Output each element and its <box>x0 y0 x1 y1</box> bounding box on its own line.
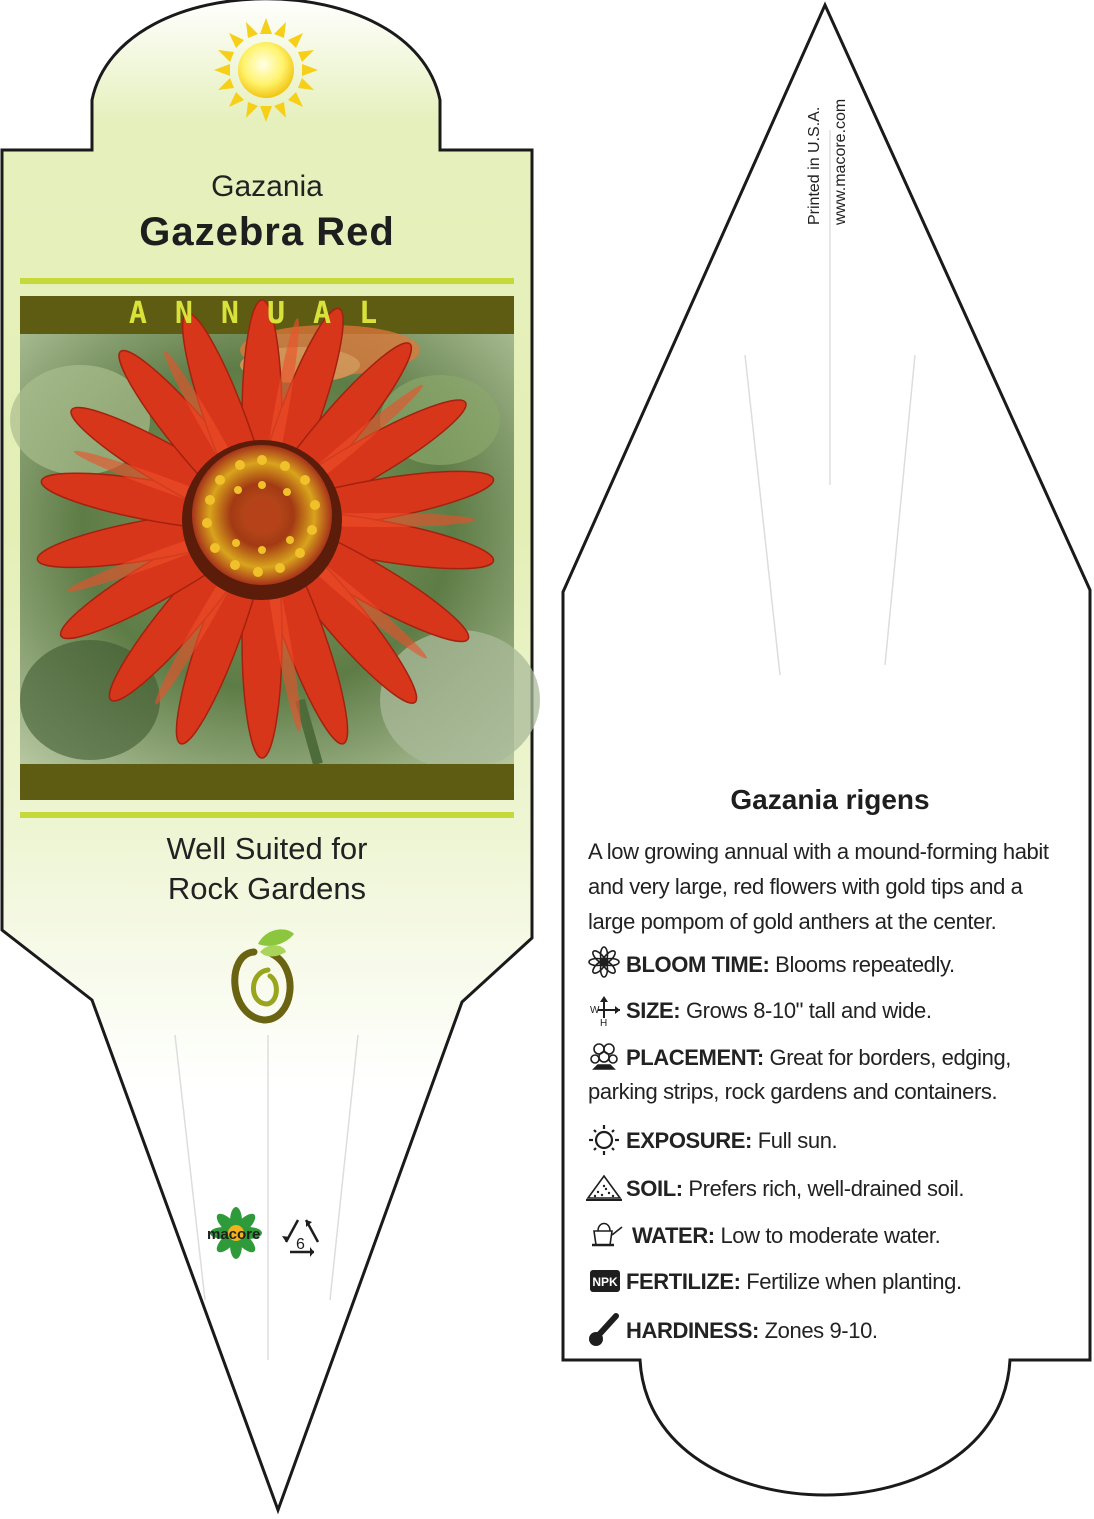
attribute-value: Full sun. <box>751 1128 838 1153</box>
attribute-exposure <box>626 1124 1076 1158</box>
attribute-placement <box>588 1041 1068 1109</box>
flower-photo <box>10 300 540 770</box>
attribute-hardiness <box>626 1314 1076 1348</box>
tagline-line-2: Rock Gardens <box>167 871 367 906</box>
attribute-soil <box>626 1172 1076 1206</box>
sun-icon <box>214 18 318 122</box>
attribute-value: Grows 8-10" tall and wide. <box>680 998 932 1023</box>
attribute-label: EXPOSURE: <box>626 1128 752 1153</box>
tagline-line-1: Well Suited for <box>166 831 368 866</box>
botanical-name: Gazania rigens <box>730 784 930 815</box>
description: A low growing annual with a mound-forming habit and very large, red flowers with gold tips and a large pompom of gold anthers at the center. <box>588 839 1049 934</box>
attribute-label: FERTILIZE: <box>626 1269 741 1294</box>
npk-label: NPK <box>592 1275 618 1289</box>
size-h-label: H <box>600 1018 608 1029</box>
attribute-water <box>632 1219 1076 1253</box>
attribute-fertilize <box>626 1265 1076 1299</box>
attribute-value: Zones 9-10. <box>758 1318 878 1343</box>
attribute-bloom-time <box>626 948 1076 982</box>
attribute-value: Fertilize when planting. <box>740 1269 962 1294</box>
attribute-label: WATER: <box>632 1223 715 1248</box>
attribute-label: BLOOM TIME: <box>626 952 770 977</box>
attribute-size <box>626 994 1076 1028</box>
attribute-label: PLACEMENT: <box>626 1045 764 1070</box>
attribute-label: SIZE: <box>626 998 681 1023</box>
attribute-value: Great for borders, edging, parking strips, rock gardens and containers. <box>588 1045 1012 1104</box>
attribute-value: Low to moderate water. <box>714 1223 941 1248</box>
attribute-label: SOIL: <box>626 1176 683 1201</box>
attribute-value: Prefers rich, well-drained soil. <box>682 1176 965 1201</box>
brand-name: macore <box>207 1226 261 1243</box>
size-w-label: W <box>590 1005 600 1016</box>
category-label: ANNUAL <box>128 296 406 331</box>
website-label: www.macore.com <box>832 98 849 225</box>
printed-in-label: Printed in U.S.A. <box>806 106 823 225</box>
npk-icon <box>590 1270 620 1292</box>
variety-name: Gazebra Red <box>139 210 395 254</box>
common-name: Gazania <box>211 170 323 203</box>
recycle-code: 6 <box>296 1236 305 1253</box>
attribute-value: Blooms repeatedly. <box>769 952 955 977</box>
attribute-label: HARDINESS: <box>626 1318 759 1343</box>
